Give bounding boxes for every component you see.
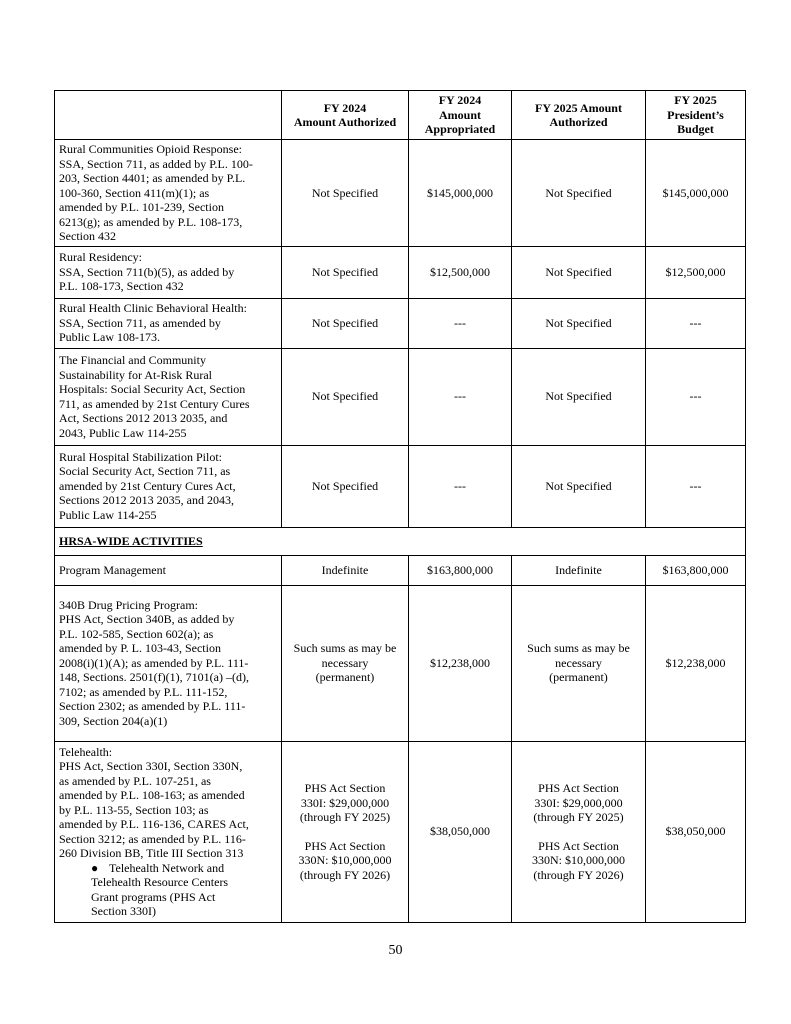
fy2024-authorized-cell: PHS Act Section 330I: $29,000,000 (through FY 2025) PHS Act Section 330N: $10,000,000 (through FY 2026) (282, 741, 409, 922)
fy2024-appropriated-cell: --- (409, 348, 512, 445)
table-row (55, 246, 746, 298)
fy2025-authorized-cell: Such sums as may be necessary (permanent) (512, 585, 646, 741)
program-description: Rural Hospital Stabilization Pilot: Social Security Act, Section 711, as amended by 21st Century Cures Act, Sections 2012 2013 2035, and 2043, Public Law 114-255 (55, 445, 282, 527)
header-program (55, 91, 282, 140)
fy2024-authorized-cell: Indefinite (282, 555, 409, 585)
section-heading-hrsa-wide: HRSA-WIDE ACTIVITIES (55, 527, 746, 555)
fy2024-appropriated-cell: $12,500,000 (409, 246, 512, 298)
header-fy2025-authorized: FY 2025 Amount Authorized (512, 91, 646, 140)
table-row (55, 298, 746, 348)
fy2024-appropriated-cell: $38,050,000 (409, 741, 512, 922)
table-row (55, 555, 746, 585)
fy2025-budget-cell: $12,238,000 (646, 585, 746, 741)
program-description: Rural Residency: SSA, Section 711(b)(5), as added by P.L. 108-173, Section 432 (55, 246, 282, 298)
fy2024-authorized-cell: Not Specified (282, 246, 409, 298)
bullet-icon: ● (91, 860, 99, 875)
fy2025-budget-cell: $163,800,000 (646, 555, 746, 585)
program-description: Rural Communities Opioid Response: SSA, Section 711, as added by P.L. 100- 203, Section 4401; as amended by P.L. 100-360, Section 411(m)(1); as amended by P.L. 101-239, Section 6213(g); as amended by P.L. 108-173, Section 432 (55, 140, 282, 247)
fy2025-authorized-cell: Not Specified (512, 298, 646, 348)
fy2025-budget-cell: $38,050,000 (646, 741, 746, 922)
fy2025-budget-cell: --- (646, 348, 746, 445)
fy2024-authorized-cell: Not Specified (282, 298, 409, 348)
table-row (55, 741, 746, 922)
table-row (55, 585, 746, 741)
fy2025-authorized-cell: PHS Act Section 330I: $29,000,000 (through FY 2025) PHS Act Section 330N: $10,000,000 (through FY 2026) (512, 741, 646, 922)
table-row (55, 348, 746, 445)
fy2024-authorized-cell: Such sums as may be necessary (permanent) (282, 585, 409, 741)
page-number: 50 (388, 943, 403, 958)
fy2025-budget-cell: $145,000,000 (646, 140, 746, 247)
program-description: Program Management (55, 555, 282, 585)
fy2024-appropriated-cell: --- (409, 445, 512, 527)
program-description: Telehealth: PHS Act, Section 330I, Section 330N, as amended by P.L. 107-251, as amended by P.L. 108-163; as amended by P.L. 113-55, Section 103; as amended by P.L. 116-136, CARES Act, Section 3212; as amended by P.L. 116- 260 Division BB, Title III Section 313 ● Telehealth Network and Telehealth Resource Centers Grant programs (PHS Act Section 330I) (55, 741, 282, 922)
fy2024-appropriated-cell: $12,238,000 (409, 585, 512, 741)
section-heading-row (55, 527, 746, 555)
program-description: Rural Health Clinic Behavioral Health: SSA, Section 711, as amended by Public Law 108-173. (55, 298, 282, 348)
fy2025-budget-cell: --- (646, 445, 746, 527)
fy2025-authorized-cell: Not Specified (512, 348, 646, 445)
fy2024-authorized-cell: Not Specified (282, 140, 409, 247)
bullet-list-item: ● Telehealth Network and (91, 860, 225, 875)
header-fy2025-presidents-budget: FY 2025 President’s Budget (646, 91, 746, 140)
table-header-row (55, 91, 746, 140)
budget-authorization-table (54, 90, 746, 923)
table-row (55, 140, 746, 247)
program-description: 340B Drug Pricing Program: PHS Act, Section 340B, as added by P.L. 102-585, Section 602(a); as amended by P. L. 103-43, Section 2008(i)(1)(A); as amended by P.L. 111- 148, Sections. 2501(f)(1), 7101(a) –(d), 7102; as amended by P.L. 111-152, Section 2302; as amended by P.L. 111- 309, Section 204(a)(1) (55, 585, 282, 741)
program-description: The Financial and Community Sustainability for At-Risk Rural Hospitals: Social Security Act, Section 711, as amended by 21st Century Cures Act, Sections 2012 2013 2035, and 2043, Public Law 114-255 (55, 348, 282, 445)
header-fy2024-appropriated: FY 2024 Amount Appropriated (409, 91, 512, 140)
fy2024-appropriated-cell: --- (409, 298, 512, 348)
fy2024-authorized-cell: Not Specified (282, 348, 409, 445)
fy2025-authorized-cell: Not Specified (512, 140, 646, 247)
fy2025-budget-cell: --- (646, 298, 746, 348)
fy2025-authorized-cell: Not Specified (512, 246, 646, 298)
table-row (55, 445, 746, 527)
fy2025-authorized-cell: Indefinite (512, 555, 646, 585)
header-fy2024-authorized: FY 2024 Amount Authorized (282, 91, 409, 140)
fy2025-authorized-cell: Not Specified (512, 445, 646, 527)
fy2024-appropriated-cell: $163,800,000 (409, 555, 512, 585)
fy2025-budget-cell: $12,500,000 (646, 246, 746, 298)
fy2024-appropriated-cell: $145,000,000 (409, 140, 512, 247)
fy2024-authorized-cell: Not Specified (282, 445, 409, 527)
